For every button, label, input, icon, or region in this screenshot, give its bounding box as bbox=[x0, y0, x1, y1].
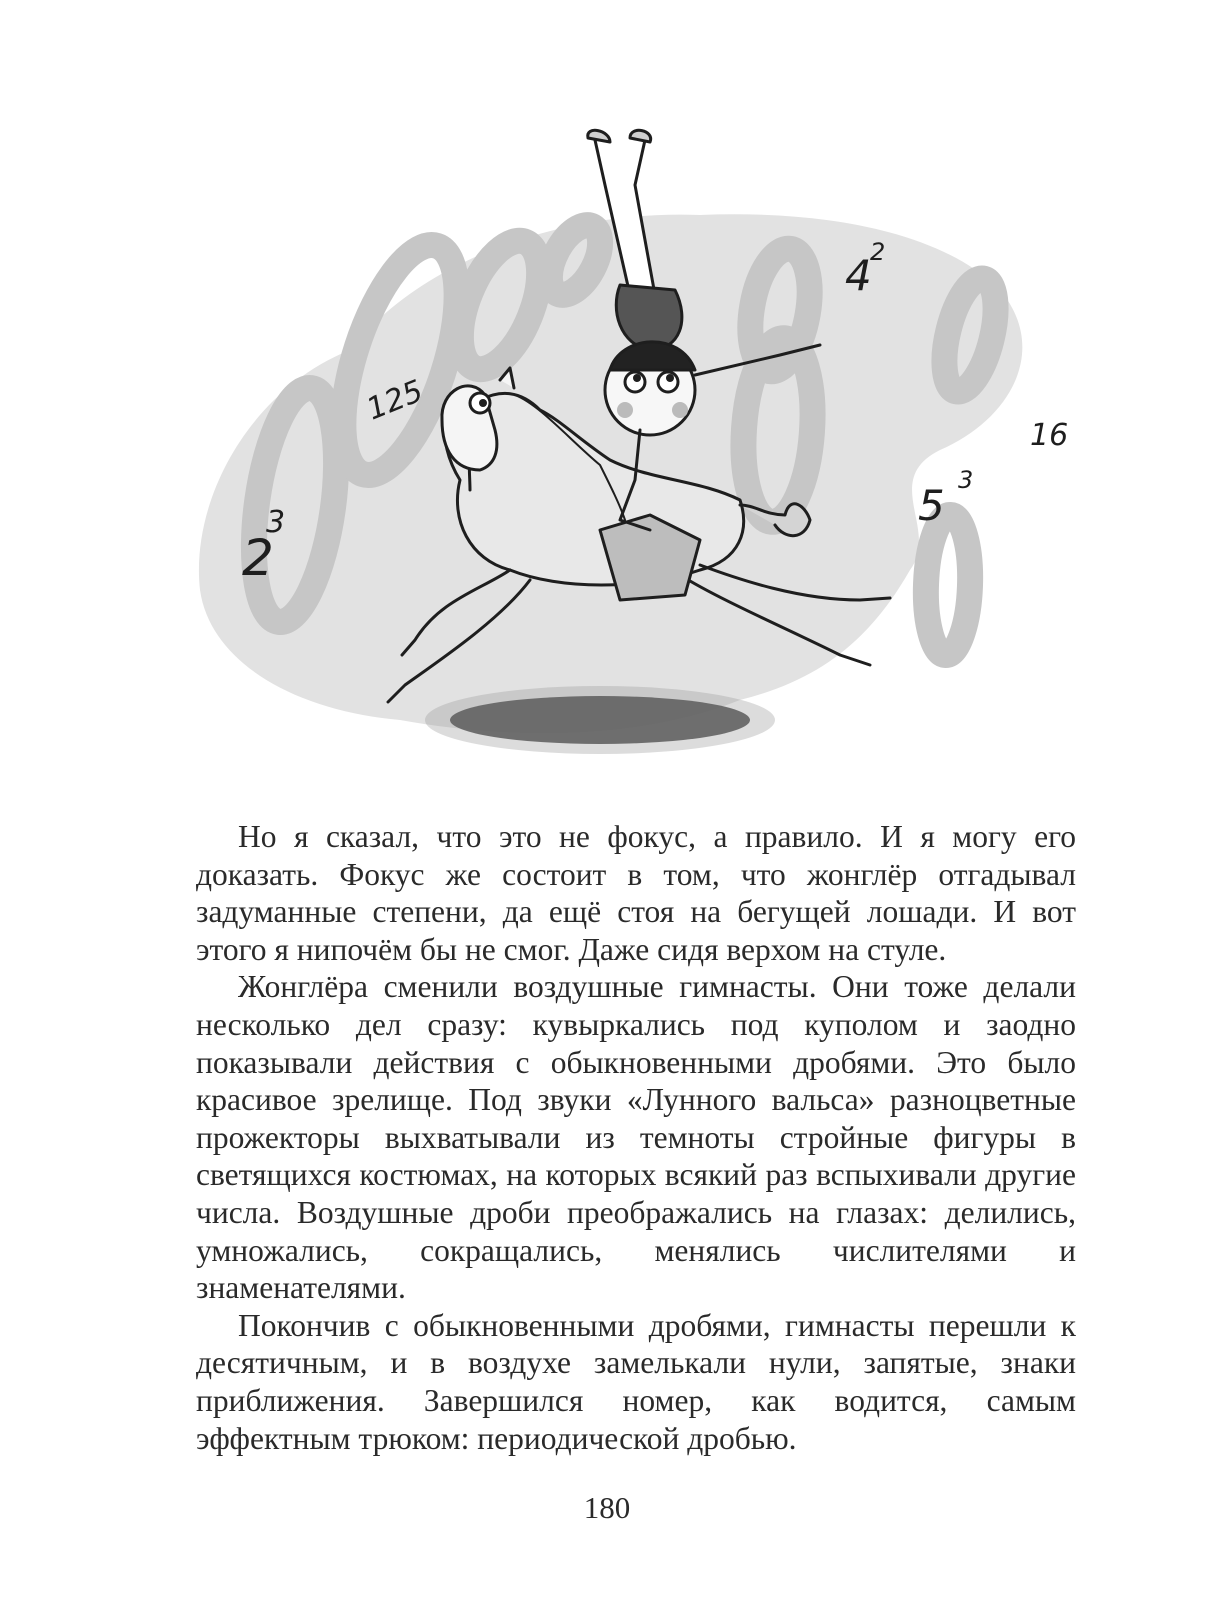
number-4-exponent: 2 bbox=[870, 238, 886, 266]
page-number: 180 bbox=[583, 1490, 631, 1525]
paragraph-1: Но я сказал, что это не фокус, а правило. И я могу его доказать. Фокус же состоит в том, что жонглёр отгадывал задуманные степени, да ещё стоя на бегущей лошади. И вот этого я нипочём бы не смог. Даже сидя верхом на стуле. bbox=[196, 819, 1076, 967]
number-5-exponent: 3 bbox=[958, 466, 974, 494]
body-text bbox=[196, 818, 1076, 1457]
number-2-exponent: 3 bbox=[266, 505, 286, 540]
number-2-base: 2 bbox=[242, 529, 274, 587]
paragraph-3: Покончив с обыкновенными дробями, гимнасты перешли к десятичным, и в воздухе замелькали нули, запятые, знаки приближения. Завершился номер, как водится, самым эффектным трюком: периодической дробью. bbox=[196, 1307, 1076, 1456]
number-16: 16 bbox=[1030, 418, 1069, 453]
juggler-on-horse-drawing bbox=[180, 120, 1110, 810]
paragraph-2: Жонглёра сменили воздушные гимнасты. Они тоже делали несколько дел сразу: кувыркались под куполом и заодно показывали действия с обыкновенными дробями. Это было красивое зрелище. Под звуки «Лунного вальса» разноцветные прожекторы выхватывали из темноты стройные фигуры в светящихся костюмах, на которых всякий раз вспыхивали другие числа. Воздушные дроби преображались на глазах: делились, умножались, сокращались, менялись числителями и знаменателями. bbox=[196, 969, 1076, 1306]
number-5-base: 5 bbox=[918, 481, 945, 530]
circus-illustration bbox=[180, 120, 1110, 810]
number-4-base: 4 bbox=[845, 251, 872, 300]
number-125: 125 bbox=[361, 373, 429, 428]
